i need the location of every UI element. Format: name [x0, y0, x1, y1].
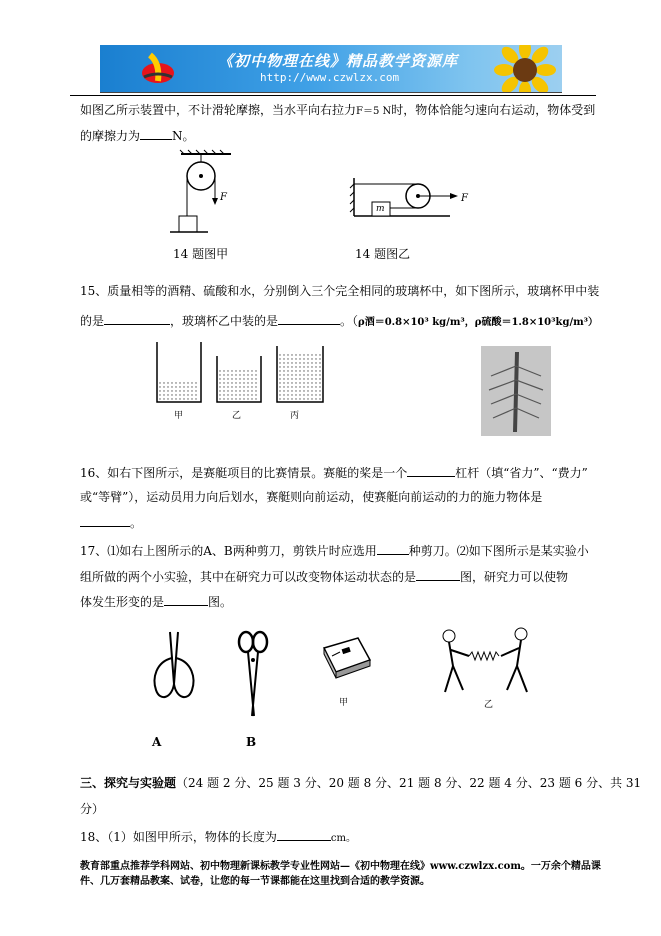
q14-answer-blank[interactable]: [140, 128, 172, 140]
q17-answer-blank-deform[interactable]: [164, 594, 208, 606]
site-logo: [140, 51, 176, 87]
experiment-jia-image: [318, 630, 372, 680]
q15-rho-acid: ρ硫酸＝1.8×10³kg/m³）: [474, 317, 599, 328]
q17-text-e: 体发生形变的是: [80, 595, 165, 609]
experiment-yi-image: [435, 626, 535, 698]
section3-points: （24 题 2 分、25 题 3 分、20 题 8 分、21 题 8 分、22 题 4 分、23 题 6 分、共 31: [176, 776, 642, 790]
fig14-yi-F: F: [461, 193, 468, 204]
fig14-yi-m: m: [376, 204, 385, 214]
cup-label-bing: 丙: [290, 411, 300, 421]
scissors-a-label: A: [152, 735, 162, 749]
banner-title: 《初中物理在线》精品教学资源库: [218, 52, 459, 70]
q17-answer-blank-scissors[interactable]: [377, 543, 409, 555]
q16-text-a: 16、如右下图所示，是赛艇项目的比赛情景。赛艇的桨是一个: [80, 466, 408, 480]
q16-line3: [80, 515, 142, 530]
q18-line: [80, 829, 356, 846]
experiment-jia-label: 甲: [339, 698, 349, 708]
fig15-cups: [155, 342, 327, 404]
q14-text-friction: 的摩擦力为: [80, 129, 141, 143]
q16-line1: [80, 465, 588, 480]
section3-heading: 三、探究与实验题: [80, 776, 177, 790]
q17-answer-blank-motion[interactable]: [416, 569, 460, 581]
q15-text-yi: ，玻璃杯乙中装的是: [170, 314, 279, 328]
section3-line1: [80, 776, 641, 790]
scissors-a-image: [150, 628, 198, 703]
cup-yi: [217, 356, 261, 402]
section3-line2: 分）: [80, 802, 105, 816]
fig14-jia-caption: 14 题图甲: [173, 247, 229, 261]
header-rule: [70, 95, 596, 96]
q17-line2: [80, 569, 568, 584]
q17-text-d: 图，研究力可以使物: [460, 570, 569, 584]
q14-text-a: 如图乙所示装置中，不计滑轮摩擦，当水平向右拉力: [80, 103, 357, 117]
header-banner: [100, 45, 562, 93]
q18-text: 18、（1）如图甲所示，物体的长度为: [80, 830, 277, 844]
q17-text-c: 组所做的两个小实验，其中在研究力可以改变物体运动状态的是: [80, 570, 417, 584]
q15-line1: 15、质量相等的酒精、硫酸和水，分别倒入三个完全相同的玻璃杯中，如下图所示，玻璃杯甲中装: [80, 284, 600, 298]
q17-text-b: 种剪刀。⑵如下图所示是某实验小: [408, 544, 589, 558]
q14-text-b: 时，物体恰能匀速向右运动，物体受到: [391, 103, 596, 117]
scissors-b-image: [235, 630, 271, 720]
q18-answer-blank[interactable]: [277, 829, 331, 841]
q15-rho-alcohol: ρ酒＝0.8×10³ kg/m³，: [358, 317, 475, 328]
q18-unit: cm。: [330, 833, 356, 844]
q17-text-f: 图。: [208, 595, 233, 609]
q15-text-jia: 的是: [80, 314, 105, 328]
cup-label-jia: 甲: [174, 411, 184, 421]
q16-line2: 或“等臂”），运动员用力向后划水，赛艇则向前运动，使赛艇向前运动的力的施力物体是: [80, 490, 543, 504]
sunflower-image: [496, 45, 554, 93]
q17-text-a: 17、⑴如右上图所示的A、B两种剪刀，剪铁片时应选用: [80, 544, 377, 558]
q15-paren: 。（: [340, 314, 359, 328]
q15-answer-blank-yi[interactable]: [278, 313, 340, 325]
cup-jia: [157, 342, 201, 402]
q14-line1: [80, 103, 595, 119]
q14-force: F＝5 N: [356, 106, 392, 117]
scissors-b-label: B: [246, 735, 257, 749]
footer-line1: 教育部重点推荐学科网站、初中物理新课标教学专业性网站—《初中物理在线》www.czwlzx.com。一万余个精品课: [80, 861, 601, 872]
q14-line2: [80, 128, 195, 143]
rowing-photo: [481, 346, 551, 436]
fig14-jia-F: F: [220, 192, 227, 203]
q16-answer-blank-lever[interactable]: [407, 465, 455, 477]
fig14-yi-pulley: [350, 178, 470, 220]
q17-line1: [80, 543, 589, 558]
q15-answer-blank-jia[interactable]: [104, 313, 170, 325]
q16-text-b: 杠杆（填“省力”、“费力”: [455, 466, 588, 480]
footer-line2: 件、几万套精品教案、试卷，让您的每一节课都能在这里找到合适的教学资源。: [80, 876, 430, 887]
fig14-jia-pulley: [176, 150, 236, 240]
cup-label-yi: 乙: [232, 411, 242, 421]
cup-bing: [277, 346, 323, 402]
q15-line2: [80, 313, 598, 330]
q16-answer-blank-force[interactable]: [80, 515, 130, 527]
fig14-yi-caption: 14 题图乙: [355, 247, 411, 261]
q16-end: 。: [130, 516, 143, 530]
banner-url[interactable]: http://www.czwlzx.com: [260, 71, 400, 84]
experiment-yi-label: 乙: [484, 700, 494, 710]
q17-line3: [80, 594, 232, 609]
q14-unit: N。: [172, 129, 195, 143]
